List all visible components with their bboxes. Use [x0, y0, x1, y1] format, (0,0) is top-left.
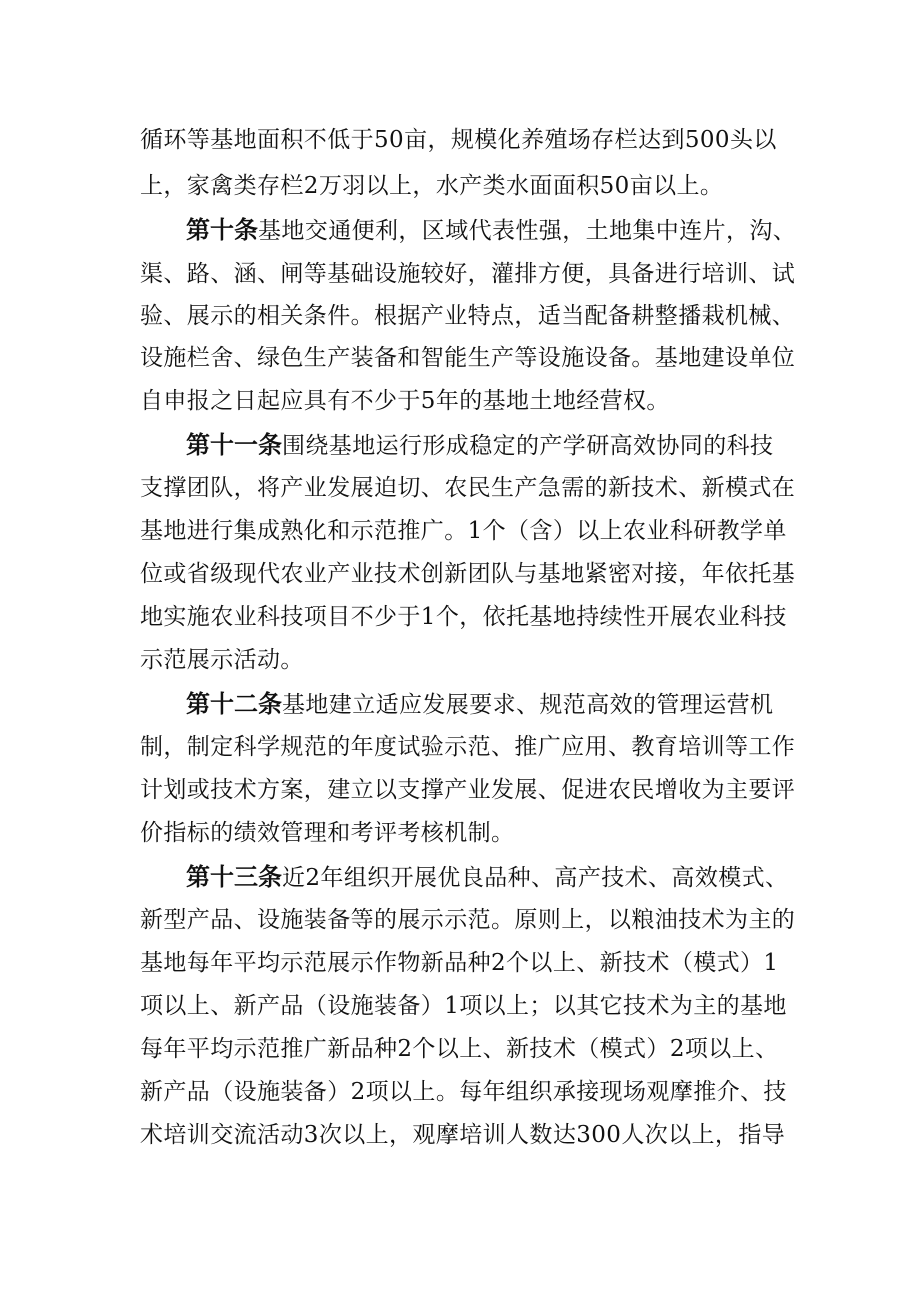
article-12-first-line [186, 688, 773, 720]
article-heading: 第十三条 [186, 863, 282, 891]
text-line: 制，制定科学规范的年度试验示范、推广应用、教育培训等工作 [140, 734, 796, 760]
text-span: 围绕基地运行形成稳定的产学研高效协同的科技 [282, 433, 774, 459]
text-span: 基地建立适应发展要求、规范高效的管理运营机 [282, 692, 774, 718]
article-heading: 第十条 [186, 216, 258, 244]
article-heading: 第十二条 [186, 690, 282, 718]
text-line: 新型产品、设施装备等的展示示范。原则上，以粮油技术为主的 [140, 907, 796, 933]
text-line: 验、展示的相关条件。根据产业特点，适当配备耕整播栽机械、 [140, 303, 796, 329]
text-line: 支撑团队，将产业发展迫切、农民生产急需的新技术、新模式在 [140, 475, 796, 501]
text-line: 渠、路、涵、闸等基础设施较好，灌排方便，具备进行培训、试 [140, 261, 796, 287]
text-line: 示范展示活动。 [140, 647, 304, 673]
text-span: 近2年组织开展优良品种、高产技术、高效模式、 [282, 865, 789, 891]
text-line: 新产品（设施装备）2项以上。每年组织承接现场观摩推介、技 [140, 1079, 787, 1105]
text-line: 基地每年平均示范展示作物新品种2个以上、新技术（模式）1 [140, 950, 779, 976]
article-heading: 第十一条 [186, 431, 282, 459]
text-line: 地实施农业科技项目不少于1个，依托基地持续性开展农业科技 [140, 604, 787, 630]
text-span: 基地交通便利，区域代表性强，土地集中连片，沟、 [258, 218, 797, 244]
text-line: 基地进行集成熟化和示范推广。1个（含）以上农业科研教学单 [140, 518, 787, 544]
text-line: 位或省级现代农业产业技术创新团队与基地紧密对接，年依托基 [140, 561, 796, 587]
text-line: 项以上、新产品（设施装备）1项以上；以其它技术为主的基地 [140, 993, 787, 1019]
text-line: 自申报之日起应具有不少于5年的基地土地经营权。 [140, 388, 670, 414]
text-line: 每年平均示范推广新品种2个以上、新技术（模式）2项以上、 [140, 1036, 779, 1062]
text-line: 价指标的绩效管理和考评考核机制。 [140, 820, 515, 846]
article-10-first-line [186, 214, 796, 246]
text-line: 术培训交流活动3次以上，观摩培训人数达300人次以上，指导 [140, 1122, 786, 1148]
text-line: 计划或技术方案，建立以支撑产业发展、促进农民增收为主要评 [140, 777, 796, 803]
text-line: 设施栏舍、绿色生产装备和智能生产等设施设备。基地建设单位 [140, 345, 796, 371]
article-11-first-line [186, 429, 773, 461]
text-line: 上，家禽类存栏2万羽以上，水产类水面面积50亩以上。 [140, 173, 724, 199]
article-13-first-line [186, 861, 788, 893]
text-line: 循环等基地面积不低于50亩，规模化养殖场存栏达到500头以 [140, 127, 777, 153]
